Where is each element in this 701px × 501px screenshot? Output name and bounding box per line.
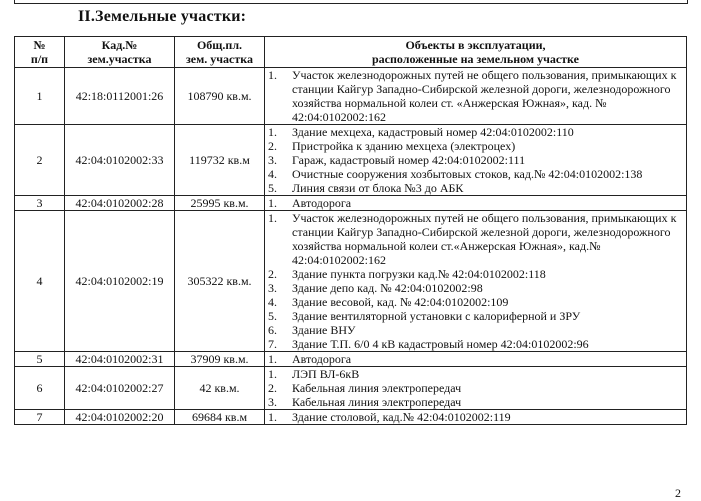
table-row	[15, 367, 687, 410]
object-item	[268, 211, 683, 267]
object-item-text: Здание ВНУ	[292, 323, 356, 337]
object-item-number: 7.	[268, 337, 277, 351]
table-row	[15, 211, 687, 352]
header-cadastral	[65, 37, 175, 68]
cadastral-number: 42:04:0102002:19	[65, 211, 175, 352]
objects-cell	[265, 68, 687, 125]
object-item	[268, 381, 683, 395]
section-title: II.Земельные участки:	[78, 8, 247, 25]
object-item-text: Очистные сооружения хозбытовых стоков, кад.№ 42:04:0102002:138	[292, 167, 643, 181]
cadastral-number: 42:18:0112001:26	[65, 68, 175, 125]
object-item-number: 4.	[268, 167, 277, 181]
object-item-number: 3.	[268, 281, 277, 295]
object-item	[268, 367, 683, 381]
object-item-text: Кабельная линия электропередач	[292, 381, 462, 395]
object-item-text: Линия связи от блока №3 до АБК	[292, 181, 464, 195]
row-number: 5	[15, 352, 65, 367]
object-item	[268, 125, 683, 139]
objects-cell	[265, 367, 687, 410]
object-item	[268, 68, 683, 124]
parcel-area: 108790 кв.м.	[175, 68, 265, 125]
page-number: 2	[675, 486, 681, 500]
row-number: 1	[15, 68, 65, 125]
object-item	[268, 181, 683, 195]
object-item-number: 1.	[268, 410, 277, 424]
objects-list	[268, 68, 683, 124]
header-objects-line2: расположенные на земельном участке	[371, 52, 579, 66]
objects-cell	[265, 410, 687, 425]
parcel-area: 69684 кв.м	[175, 410, 265, 425]
cadastral-number: 42:04:0102002:31	[65, 352, 175, 367]
object-item-number: 2.	[268, 381, 277, 395]
object-item-number: 5.	[268, 181, 277, 195]
object-item-number: 3.	[268, 153, 277, 167]
object-item-text: Автодорога	[292, 196, 352, 210]
table-row	[15, 196, 687, 211]
objects-cell	[265, 125, 687, 196]
object-item	[268, 196, 683, 210]
object-item-number: 6.	[268, 323, 277, 337]
object-item-text: Здание депо кад. № 42:04:0102002:98	[292, 281, 483, 295]
object-item-number: 1.	[268, 367, 277, 381]
object-item-number: 1.	[268, 352, 277, 366]
table-row	[15, 68, 687, 125]
table-row	[15, 352, 687, 367]
objects-list	[268, 196, 683, 210]
row-number: 6	[15, 367, 65, 410]
object-item	[268, 139, 683, 153]
objects-list	[268, 211, 683, 351]
header-num	[15, 37, 65, 68]
object-item-text: Участок железнодорожных путей не общего пользования, примыкающих к станции Кайгур Западно-Сибирской железной дороги, железнодорожного хозяйства нормальной колеи ст.«Анжерская Южная», кад.№ 42:04:0102002:162	[292, 211, 677, 267]
row-number: 3	[15, 196, 65, 211]
object-item-text: Здание мехцеха, кадастровый номер 42:04:0102002:110	[292, 125, 574, 139]
land-parcels-table	[14, 36, 687, 425]
object-item	[268, 395, 683, 409]
objects-cell	[265, 211, 687, 352]
object-item	[268, 153, 683, 167]
object-item-number: 1.	[268, 211, 277, 225]
objects-list	[268, 410, 683, 424]
header-objects-line1: Объекты в эксплуатации,	[405, 38, 546, 52]
table-header-row	[15, 37, 687, 68]
cadastral-number: 42:04:0102002:27	[65, 367, 175, 410]
objects-list	[268, 125, 683, 195]
object-item-number: 2.	[268, 139, 277, 153]
object-item	[268, 323, 683, 337]
cadastral-number: 42:04:0102002:20	[65, 410, 175, 425]
object-item	[268, 267, 683, 281]
parcel-area: 42 кв.м.	[175, 367, 265, 410]
previous-table-bottom-edge	[14, 0, 688, 4]
object-item-text: Пристройка к зданию мехцеха (электроцех)	[292, 139, 516, 153]
object-item	[268, 352, 683, 366]
parcel-area: 119732 кв.м	[175, 125, 265, 196]
object-item-text: Автодорога	[292, 352, 352, 366]
header-objects	[265, 37, 687, 68]
parcel-area: 37909 кв.м.	[175, 352, 265, 367]
object-item-text: ЛЭП ВЛ-6кВ	[292, 367, 360, 381]
object-item-text: Кабельная линия электропередач	[292, 395, 462, 409]
table-row	[15, 125, 687, 196]
table-body	[15, 68, 687, 425]
cadastral-number: 42:04:0102002:28	[65, 196, 175, 211]
object-item	[268, 410, 683, 424]
objects-list	[268, 367, 683, 409]
object-item	[268, 295, 683, 309]
object-item	[268, 281, 683, 295]
object-item-number: 1.	[268, 196, 277, 210]
object-item-number: 4.	[268, 295, 277, 309]
row-number: 7	[15, 410, 65, 425]
object-item-text: Участок железнодорожных путей не общего пользования, примыкающих к станции Кайгур Западно-Сибирской железной дороги, железнодорожного хозяйства нормальной колеи ст. «Анжерская Южная», кад. № 42:04:0102002:162	[292, 68, 677, 124]
header-cadastral-line1: Кад.№	[101, 38, 138, 52]
object-item	[268, 309, 683, 323]
parcel-area: 305322 кв.м.	[175, 211, 265, 352]
header-num-line2: п/п	[30, 52, 49, 66]
objects-cell	[265, 196, 687, 211]
object-item-number: 1.	[268, 68, 277, 82]
object-item-text: Здание Т.П. 6/0 4 кВ кадастровый номер 42:04:0102002:96	[292, 337, 589, 351]
objects-cell	[265, 352, 687, 367]
header-cadastral-line2: зем.участка	[87, 52, 152, 66]
object-item-text: Здание столовой, кад.№ 42:04:0102002:119	[292, 410, 511, 424]
cadastral-number: 42:04:0102002:33	[65, 125, 175, 196]
row-number: 4	[15, 211, 65, 352]
object-item-text: Гараж, кадастровый номер 42:04:0102002:111	[292, 153, 526, 167]
object-item-number: 5.	[268, 309, 277, 323]
object-item-text: Здание пункта погрузки кад.№ 42:04:0102002:118	[292, 267, 546, 281]
row-number: 2	[15, 125, 65, 196]
object-item-text: Здание вентиляторной установки с калориферной и ЗРУ	[292, 309, 581, 323]
object-item	[268, 167, 683, 181]
object-item	[268, 337, 683, 351]
object-item-number: 1.	[268, 125, 277, 139]
object-item-number: 3.	[268, 395, 277, 409]
table-row	[15, 410, 687, 425]
objects-list	[268, 352, 683, 366]
header-area-line1: Общ.пл.	[196, 38, 243, 52]
object-item-number: 2.	[268, 267, 277, 281]
header-num-line1: №	[33, 38, 46, 52]
header-area	[175, 37, 265, 68]
header-area-line2: зем. участка	[185, 52, 254, 66]
object-item-text: Здание весовой, кад. № 42:04:0102002:109	[292, 295, 509, 309]
parcel-area: 25995 кв.м.	[175, 196, 265, 211]
